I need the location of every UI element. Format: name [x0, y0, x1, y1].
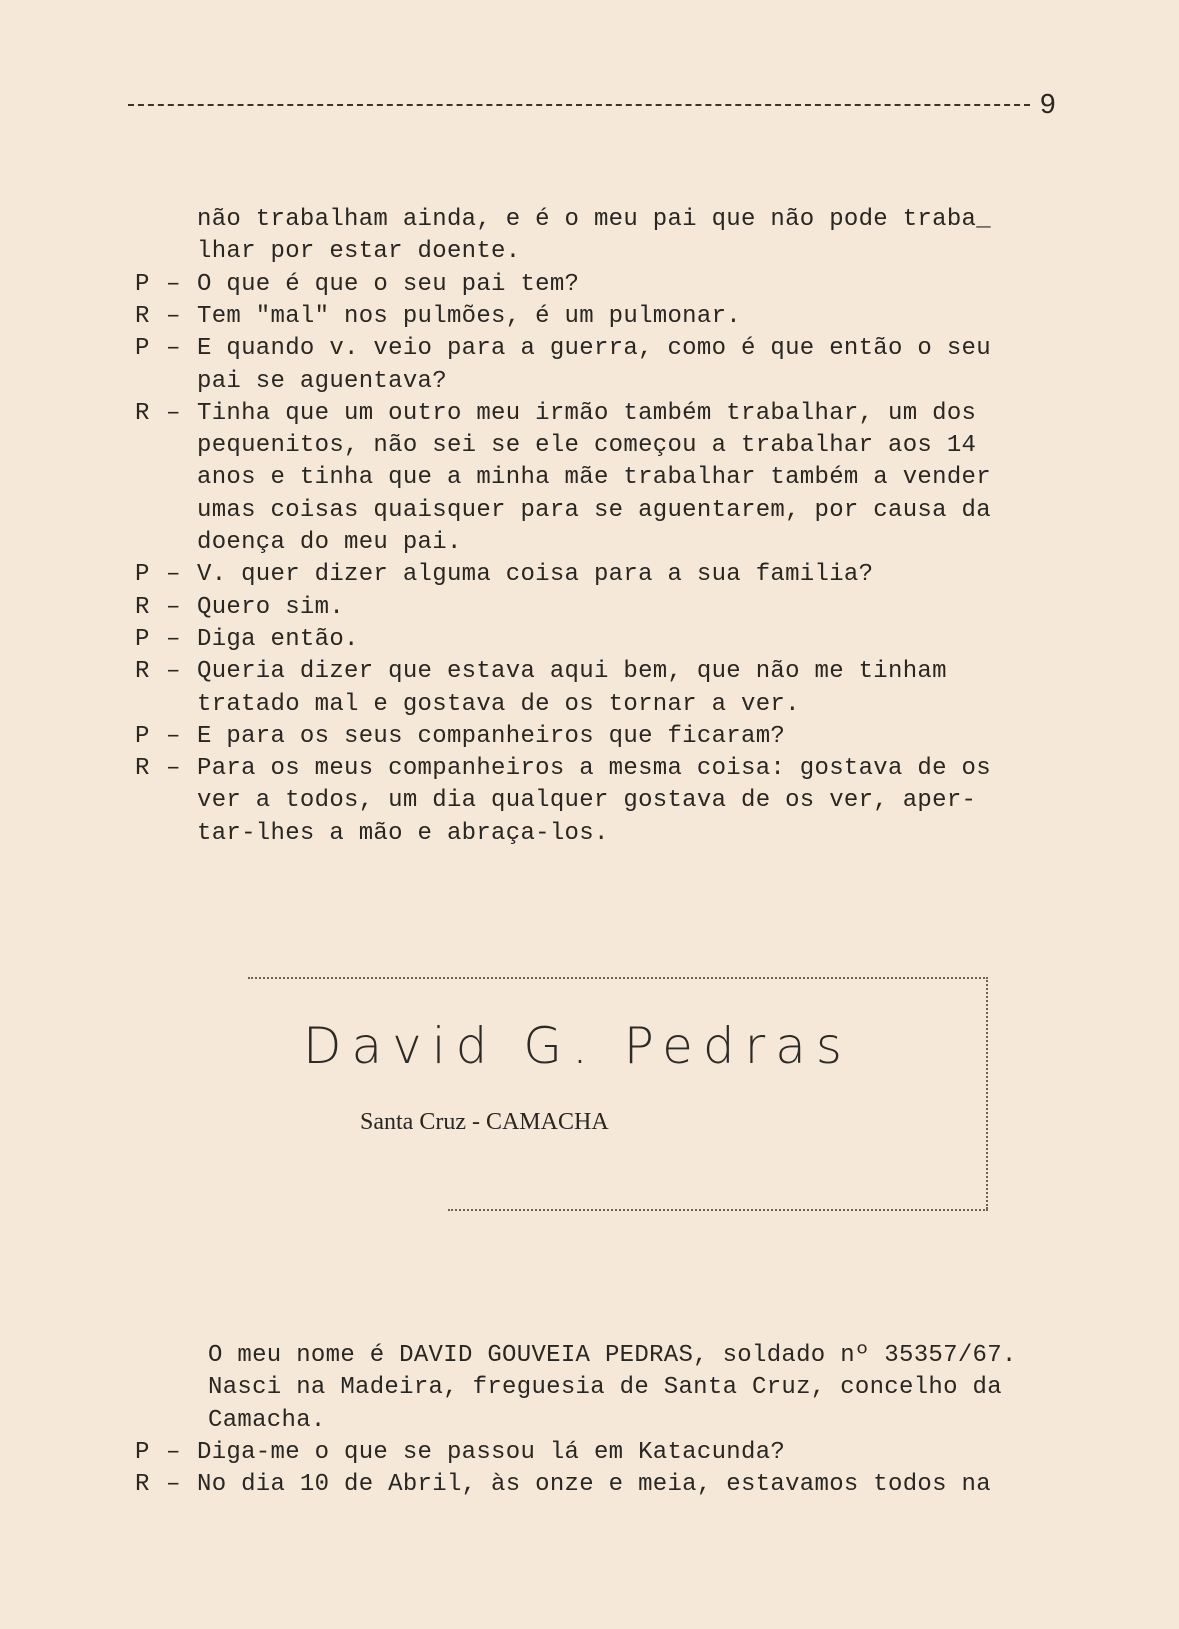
transcript-line: Queria dizer que estava aqui bem, que não me tinham — [197, 658, 947, 686]
speaker-dash: – — [166, 625, 181, 653]
signature-box — [248, 977, 988, 1211]
speaker-label: R — [135, 593, 150, 621]
speaker-label: R — [135, 399, 150, 427]
signature-box-bottom-border — [448, 1209, 988, 1211]
transcript-line: Tem "mal" nos pulmões, é um pulmonar. — [197, 302, 741, 330]
header-rule — [128, 104, 1030, 106]
speaker-label: R — [135, 755, 150, 783]
speaker-label: R — [135, 302, 150, 330]
signature-box-top-border — [248, 977, 988, 979]
speaker-dash: – — [166, 399, 181, 427]
transcript-line: pai se aguentava? — [197, 367, 447, 395]
speaker-dash: – — [166, 561, 181, 589]
speaker-dash: – — [166, 658, 181, 686]
transcript-line: tar-lhes a mão e abraça-los. — [197, 819, 609, 847]
transcript-line: anos e tinha que a minha mãe trabalhar também a vender — [197, 464, 991, 492]
transcript-line: V. quer dizer alguma coisa para a sua familia? — [197, 561, 874, 589]
speaker-dash: – — [166, 1438, 181, 1466]
transcript-line: doença do meu pai. — [197, 529, 462, 556]
speaker-label: P — [135, 1438, 150, 1466]
speaker-label: P — [135, 722, 150, 750]
page-number: 9 — [1040, 88, 1056, 119]
speaker-label: P — [135, 270, 150, 298]
signature-box-right-border — [986, 977, 988, 1209]
transcript-line: E quando v. veio para a guerra, como é que então o seu — [197, 335, 991, 363]
speaker-dash: – — [166, 593, 181, 621]
speaker-label: P — [135, 335, 150, 363]
speaker-dash: – — [166, 302, 181, 330]
transcript-line: E para os seus companheiros que ficaram? — [197, 722, 786, 750]
transcript-line: Para os meus companheiros a mesma coisa: gostava de os — [197, 755, 991, 783]
transcript-line: Diga então. — [197, 625, 359, 653]
transcript-line: Diga-me o que se passou lá em Katacunda? — [197, 1438, 786, 1466]
speaker-label: P — [135, 561, 150, 589]
speaker-label: P — [135, 625, 150, 653]
transcript-line: Quero sim. — [197, 593, 345, 621]
speaker-dash: – — [166, 722, 181, 750]
speaker-dash: – — [166, 755, 181, 783]
speaker-dash: – — [166, 335, 181, 363]
speaker-label: R — [135, 1471, 150, 1499]
handwritten-signature: David G. Pedras — [303, 1017, 852, 1075]
speaker-label: R — [135, 658, 150, 686]
transcript-line: O meu nome é DAVID GOUVEIA PEDRAS, soldado nº 35357/67. — [208, 1342, 1017, 1369]
transcript-line: ver a todos, um dia qualquer gostava de os ver, aper- — [197, 787, 977, 815]
speaker-dash: – — [166, 270, 181, 298]
transcript-line: não trabalham ainda, e é o meu pai que não pode traba_ — [197, 206, 991, 233]
transcript-line: umas coisas quaisquer para se aguentarem, por causa da — [197, 496, 991, 524]
transcript-line: No dia 10 de Abril, às onze e meia, estavamos todos na — [197, 1471, 991, 1499]
transcript-line: Nasci na Madeira, freguesia de Santa Cruz, concelho da — [208, 1374, 1002, 1402]
transcript-line: tratado mal e gostava de os tornar a ver. — [197, 690, 800, 718]
transcript-line: O que é que o seu pai tem? — [197, 270, 580, 298]
speaker-dash: – — [166, 1471, 181, 1499]
transcript-line: Camacha. — [208, 1406, 326, 1434]
transcript-line: pequenitos, não sei se ele começou a trabalhar aos 14 — [197, 432, 977, 460]
transcript-line: lhar por estar doente. — [197, 238, 521, 266]
location-stamp: Santa Cruz - CAMACHA — [360, 1109, 609, 1135]
transcript-line: Tinha que um outro meu irmão também trabalhar, um dos — [197, 399, 977, 427]
